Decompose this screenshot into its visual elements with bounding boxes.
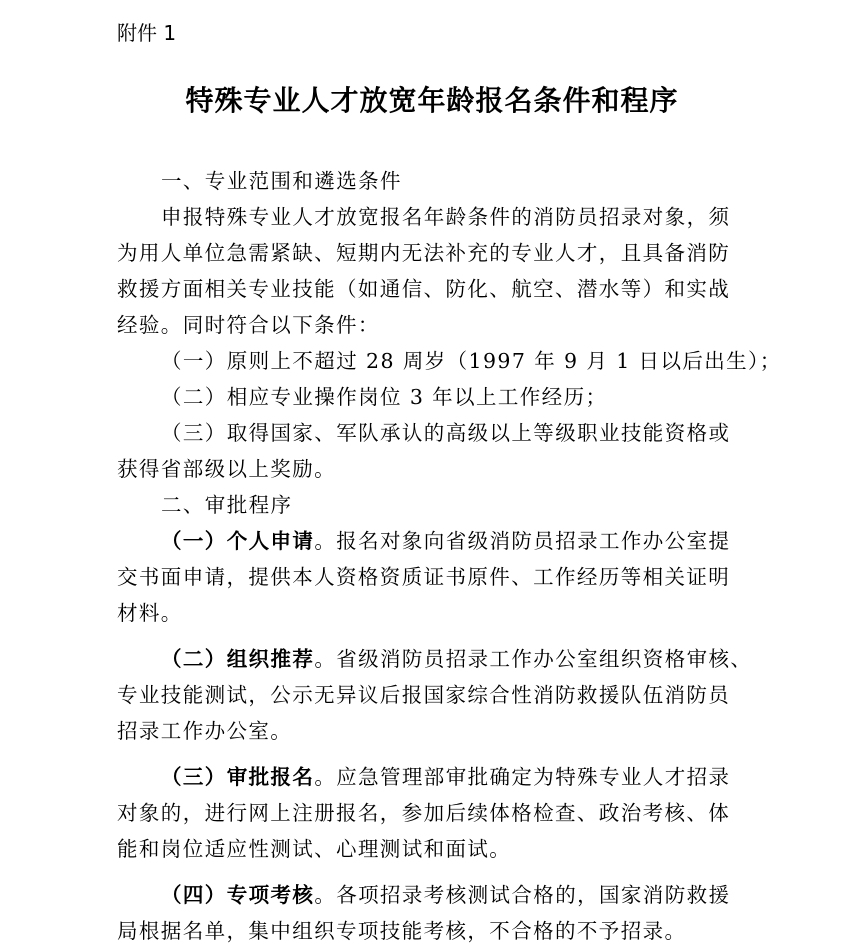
condition-item-2: （二）相应专业操作岗位 3 年以上工作经历； xyxy=(161,385,608,409)
step-3-text: 。应急管理部审批确定为特殊专业人才招录 xyxy=(314,765,731,789)
condition-item-1: （一）原则上不超过 28 周岁（1997 年 9 月 1 日以后出生）； xyxy=(161,349,782,373)
step-4-line: 局根据名单，集中组织专项技能考核，不合格的不予招录。 xyxy=(117,919,687,943)
step-1-text: 。报名对象向省级消防员招录工作办公室提 xyxy=(314,529,731,553)
step-3-first-line xyxy=(117,759,757,795)
step-2-line: 招录工作办公室。 xyxy=(117,719,293,743)
section-2-heading: 二、审批程序 xyxy=(161,493,293,517)
step-1-label: （一）个人申请 xyxy=(161,529,315,553)
section-1-heading: 一、专业范围和遴选条件 xyxy=(161,169,402,193)
step-1-line: 交书面申请，提供本人资格资质证书原件、工作经历等相关证明 xyxy=(117,565,731,589)
step-3-label: （三）审批报名 xyxy=(161,765,315,789)
document-title: 特殊专业人才放宽年龄报名条件和程序 xyxy=(185,84,679,117)
attachment-label: 附件 1 xyxy=(117,21,177,45)
section-1-intro-line: 救援方面相关专业技能（如通信、防化、航空、潜水等）和实战 xyxy=(117,277,731,301)
section-1-intro-line: 经验。同时符合以下条件： xyxy=(117,313,380,337)
step-3-line: 能和岗位适应性测试、心理测试和面试。 xyxy=(117,837,512,861)
step-4-label: （四）专项考核 xyxy=(161,883,315,907)
step-2-label: （二）组织推荐 xyxy=(161,647,315,671)
step-1-first-line xyxy=(117,523,757,559)
step-4-first-line xyxy=(117,877,757,913)
step-4-text: 。各项招录考核测试合格的，国家消防救援 xyxy=(314,883,731,907)
section-1-intro-line: 申报特殊专业人才放宽报名年龄条件的消防员招录对象，须 xyxy=(161,205,731,229)
condition-item-3-line: 获得省部级以上奖励。 xyxy=(117,457,336,481)
step-2-first-line xyxy=(117,641,757,677)
step-2-line: 专业技能测试，公示无异议后报国家综合性消防救援队伍消防员 xyxy=(117,683,731,707)
section-1-intro-line: 为用人单位急需紧缺、短期内无法补充的专业人才，且具备消防 xyxy=(117,241,731,265)
condition-item-3-line: （三）取得国家、军队承认的高级以上等级职业技能资格或 xyxy=(161,421,731,445)
step-1-line: 材料。 xyxy=(117,601,183,625)
document-body xyxy=(117,163,782,949)
step-2-text: 。省级消防员招录工作办公室组织资格审核、 xyxy=(314,647,753,671)
step-3-line: 对象的，进行网上注册报名，参加后续体格检查、政治考核、体 xyxy=(117,801,731,825)
